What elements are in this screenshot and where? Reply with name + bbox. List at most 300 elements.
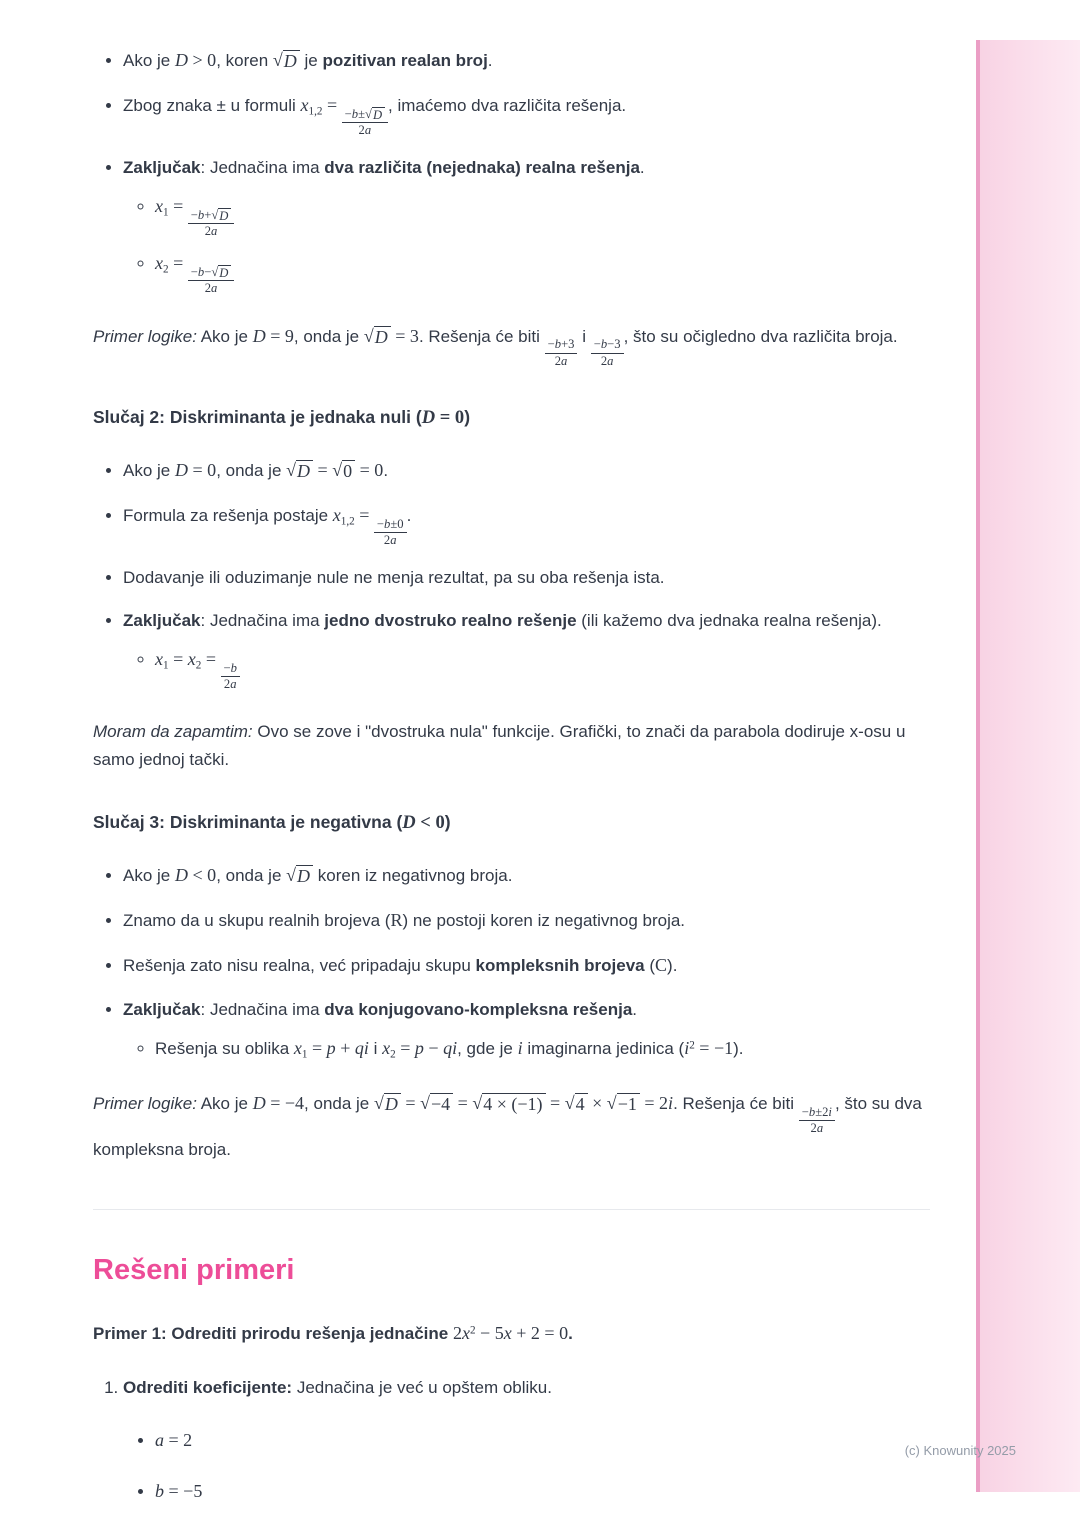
inline-math xyxy=(799,1093,835,1136)
math-symbol: − xyxy=(376,516,385,531)
inline-math xyxy=(655,955,667,975)
text: ). xyxy=(733,1038,744,1058)
math-variable: D xyxy=(283,51,297,71)
italic-label: Primer logike: xyxy=(93,326,197,346)
inline-math xyxy=(286,865,313,885)
inline-math xyxy=(273,50,300,70)
math-symbol: ± xyxy=(358,106,366,121)
sqrt-radical xyxy=(286,460,313,482)
radicand xyxy=(384,1093,401,1115)
bold-text: Slučaj 2: Diskriminanta je jednaka nuli ( xyxy=(93,407,422,428)
math-symbol: < 0 xyxy=(188,864,217,885)
sqrt-radical xyxy=(273,50,300,72)
subscripted-term xyxy=(382,1037,396,1061)
math-variable: b xyxy=(384,516,391,531)
math-symbol: + xyxy=(335,1037,355,1058)
radical-sign-icon: √ xyxy=(420,1092,430,1113)
inline-math xyxy=(155,252,234,296)
math-symbol: = xyxy=(168,252,188,273)
text: . Rešenja će biti xyxy=(418,326,545,346)
denominator xyxy=(356,123,375,138)
bold-text: Primer 1: Odrediti prirodu rešenja jednačine xyxy=(93,1324,453,1344)
inline-math xyxy=(422,407,464,428)
math-variable: D xyxy=(174,460,188,481)
math-variable: i xyxy=(668,1092,674,1113)
paragraph xyxy=(93,1089,930,1165)
math-variable: x xyxy=(332,504,341,525)
copyright-footer: (c) Knowunity 2025 xyxy=(904,1443,1016,1458)
math-symbol: − xyxy=(223,660,231,675)
text: Ako je xyxy=(123,51,175,70)
sub-list-item xyxy=(155,645,930,693)
math-symbol: 1 xyxy=(163,206,169,219)
list-item xyxy=(123,861,930,891)
text: , onda je xyxy=(216,461,287,481)
math-variable: D xyxy=(252,1092,266,1113)
inline-math xyxy=(364,326,419,346)
denominator xyxy=(808,1121,827,1136)
math-symbol: 2 xyxy=(452,1323,462,1344)
math-symbol: = 0 xyxy=(435,407,465,429)
numbered-list xyxy=(93,1374,930,1507)
inline-math xyxy=(545,326,578,368)
sub-list-item xyxy=(155,192,930,240)
italic-label: Primer logike: xyxy=(93,1093,197,1113)
numerator xyxy=(545,337,578,353)
list-item xyxy=(123,1374,930,1507)
text: ). xyxy=(667,955,678,975)
text: i xyxy=(577,326,591,346)
radicand xyxy=(296,460,313,482)
math-variable: p xyxy=(414,1037,424,1058)
text: ( xyxy=(644,955,656,975)
math-symbol: = −4 xyxy=(265,1092,305,1113)
math-symbol: − xyxy=(801,1104,809,1119)
math-variable: i xyxy=(517,1037,523,1058)
math-symbol: = −1 xyxy=(694,1037,734,1058)
text: ) ne postoji koren iz negativnog broja. xyxy=(402,910,686,930)
fraction xyxy=(342,107,388,139)
math-variable: x xyxy=(293,1037,302,1058)
math-variable: x xyxy=(155,252,163,273)
math-variable: q xyxy=(443,1037,453,1058)
text: je xyxy=(299,51,323,70)
math-symbol: = 3 xyxy=(390,325,419,346)
text: Formula za rešenja postaje xyxy=(123,505,333,525)
subscripted-term xyxy=(187,649,202,672)
sqrt-radical xyxy=(211,265,231,281)
inline-math xyxy=(155,1430,192,1450)
math-variable: D xyxy=(252,325,266,346)
math-variable: b xyxy=(197,207,205,222)
text: . Rešenja će biti xyxy=(673,1093,799,1113)
text: Znamo da u skupu realnih brojeva ( xyxy=(123,910,391,930)
inline-math xyxy=(293,1037,369,1061)
inline-math xyxy=(300,94,389,138)
inline-math xyxy=(402,812,444,833)
math-symbol: 4 xyxy=(575,1093,585,1114)
inline-math xyxy=(155,649,240,692)
radicand xyxy=(617,1093,640,1115)
radical-sign-icon: √ xyxy=(606,1092,617,1113)
math-variable: x xyxy=(155,649,163,670)
sub-list xyxy=(123,1426,930,1507)
inline-math xyxy=(253,1093,304,1113)
fraction xyxy=(221,661,240,693)
sqrt-radical xyxy=(364,326,391,348)
math-variable: a xyxy=(816,1121,824,1136)
superscripted-term xyxy=(684,1038,695,1058)
math-symbol: 2 xyxy=(204,224,212,239)
text: , imaćemo dva različita rešenja. xyxy=(388,95,627,115)
math-symbol: 2 xyxy=(163,263,169,276)
math-variable: b xyxy=(230,660,237,675)
radicand xyxy=(575,1093,588,1115)
math-symbol: C xyxy=(655,954,668,975)
math-symbol: 2 xyxy=(358,123,365,138)
subscripted-term xyxy=(155,649,169,672)
inline-math xyxy=(374,1093,673,1113)
math-symbol: = xyxy=(307,1037,327,1058)
list-item xyxy=(123,456,930,486)
math-variable: x xyxy=(300,94,309,115)
fraction xyxy=(188,208,235,240)
sqrt-radical xyxy=(374,1093,401,1115)
math-symbol: 2 xyxy=(810,1121,817,1136)
text: imaginarna jedinica ( xyxy=(522,1038,685,1058)
text: Ako je xyxy=(196,326,253,346)
math-symbol: 2 xyxy=(204,281,212,296)
bullet-list xyxy=(93,46,930,297)
inline-math xyxy=(155,1481,202,1501)
inline-math xyxy=(175,865,216,885)
math-variable: b xyxy=(808,1104,816,1119)
math-variable: D xyxy=(372,107,383,122)
text: : Jednačina ima xyxy=(200,157,325,177)
sub-list-item xyxy=(155,1034,930,1064)
text: , onda je xyxy=(304,1093,374,1113)
text: Rešenja su oblika xyxy=(155,1038,294,1058)
text: , što su očigledno dva različita broja. xyxy=(623,326,898,346)
radical-sign-icon: √ xyxy=(472,1092,483,1113)
math-symbol: = 0 xyxy=(355,460,384,481)
radical-sign-icon: √ xyxy=(374,1092,384,1113)
paragraph xyxy=(93,322,930,370)
bullet-list xyxy=(93,861,930,1064)
numerator xyxy=(591,337,624,353)
math-symbol: = −5 xyxy=(164,1481,203,1502)
subscripted-term xyxy=(155,195,169,219)
math-variable: a xyxy=(364,123,372,138)
math-variable: b xyxy=(351,106,359,121)
inline-math xyxy=(332,504,407,548)
radicand xyxy=(342,460,355,482)
inline-math xyxy=(390,910,402,930)
math-symbol: 2 xyxy=(223,677,231,692)
sub-list xyxy=(123,192,930,297)
math-variable: b xyxy=(600,337,608,352)
math-symbol: + xyxy=(204,207,212,222)
denominator xyxy=(221,677,240,692)
divider xyxy=(93,1209,930,1210)
fraction xyxy=(799,1105,835,1137)
denominator xyxy=(202,224,221,239)
math-symbol: 1,2 xyxy=(308,105,323,118)
text: . xyxy=(487,51,493,70)
text: Ovo se zove i "dvostruka nula" funkcije. Grafički, to znači da parabola dodiruje x-osu u samo jednoj tački. xyxy=(93,721,906,769)
text: Jednačina je već u opštem obliku. xyxy=(292,1378,552,1398)
radicand xyxy=(482,1093,545,1115)
math-variable: D xyxy=(174,864,188,885)
bold-text: jedno dvostruko realno rešenje xyxy=(324,610,577,630)
inline-math xyxy=(453,1323,568,1343)
math-variable: b xyxy=(197,264,205,279)
text: Rešeni primeri xyxy=(93,1253,295,1286)
math-variable: x xyxy=(155,195,163,216)
math-symbol: = xyxy=(400,1092,421,1113)
math-variable: b xyxy=(155,1481,165,1502)
fraction xyxy=(374,517,407,549)
bold-text: . xyxy=(568,1324,573,1344)
sub-list-item xyxy=(155,1426,930,1456)
math-symbol: − xyxy=(344,106,352,121)
math-symbol: × xyxy=(587,1092,607,1113)
numerator xyxy=(188,208,235,225)
bold-text: Slučaj 3: Diskriminanta je negativna ( xyxy=(93,812,403,833)
text: Dodavanje ili oduzimanje nule ne menja rezultat, pa su oba rešenja ista. xyxy=(123,567,665,587)
radicand xyxy=(218,265,231,281)
math-variable: x xyxy=(187,649,196,670)
text: Ako je xyxy=(196,1093,253,1113)
bold-text: Zaključak xyxy=(123,610,201,630)
numerator xyxy=(799,1105,835,1121)
sub-heading xyxy=(93,403,930,434)
text: Rešenja zato nisu realna, već pripadaju skupu xyxy=(123,955,476,975)
sub-list-item xyxy=(155,249,930,297)
radical-sign-icon: √ xyxy=(286,460,297,481)
sqrt-radical xyxy=(472,1093,545,1115)
text: (ili kažemo dva jednaka realna rešenja). xyxy=(576,610,882,630)
subscript xyxy=(309,105,323,117)
text: , koren xyxy=(216,51,273,70)
math-symbol: − xyxy=(204,264,212,279)
math-symbol: R xyxy=(390,909,403,930)
math-variable: a xyxy=(561,353,568,368)
text: , što su dva kompleksna broja. xyxy=(93,1093,922,1160)
inline-math xyxy=(286,460,383,480)
math-symbol: 2 xyxy=(195,659,202,672)
math-symbol: 1,2 xyxy=(340,515,355,528)
radical-sign-icon: √ xyxy=(332,460,343,481)
sqrt-radical xyxy=(211,208,231,224)
numerator xyxy=(221,661,240,677)
math-symbol: = 0 xyxy=(188,460,217,481)
paragraph xyxy=(93,718,930,774)
text: i xyxy=(368,1038,383,1058)
sqrt-radical xyxy=(565,1093,588,1115)
italic-label: Moram da zapamtim: xyxy=(93,721,253,741)
sqrt-radical xyxy=(420,1093,453,1115)
math-symbol: = 2 xyxy=(639,1092,669,1113)
math-symbol: 1 xyxy=(163,659,169,672)
bold-text: dva konjugovano-kompleksna rešenja xyxy=(324,999,633,1019)
radical-sign-icon: √ xyxy=(211,207,219,222)
math-symbol: 4 × (−1) xyxy=(483,1093,543,1114)
bold-text: kompleksnih brojeva xyxy=(475,955,645,975)
text: , gde je xyxy=(457,1038,518,1058)
radical-sign-icon: √ xyxy=(365,106,372,121)
math-symbol: − xyxy=(423,1037,444,1058)
inline-math xyxy=(382,1037,458,1061)
math-variable: a xyxy=(155,1430,165,1451)
list-item xyxy=(123,607,930,693)
radicand xyxy=(296,865,313,887)
fraction xyxy=(545,337,578,369)
numerator xyxy=(374,517,407,533)
radicand xyxy=(283,50,300,72)
sub-list-item xyxy=(155,1477,930,1507)
fraction xyxy=(188,265,235,297)
math-symbol: = xyxy=(453,1092,473,1113)
text: . xyxy=(639,157,645,177)
math-symbol: −3 xyxy=(607,337,621,352)
inline-math xyxy=(175,460,216,480)
numerator xyxy=(342,107,388,124)
radicand xyxy=(430,1093,453,1115)
math-variable: a xyxy=(390,533,397,548)
math-variable: p xyxy=(326,1037,336,1058)
radical-sign-icon: √ xyxy=(286,864,297,885)
math-variable: i xyxy=(828,1104,832,1119)
math-symbol: = xyxy=(395,1037,415,1058)
paragraph xyxy=(93,1319,930,1349)
math-variable: x xyxy=(503,1323,512,1344)
radicand xyxy=(374,326,391,348)
math-symbol: 1 xyxy=(301,1048,308,1061)
text: . xyxy=(406,505,412,525)
list-item xyxy=(123,996,930,1064)
section-title xyxy=(93,1252,930,1290)
math-symbol: = xyxy=(545,1092,565,1113)
superscripted-term xyxy=(462,1323,476,1343)
math-variable: a xyxy=(211,224,218,239)
math-variable: i xyxy=(684,1037,690,1058)
math-symbol: − xyxy=(593,337,601,352)
math-variable: a xyxy=(211,281,218,296)
radical-sign-icon: √ xyxy=(564,1092,575,1113)
sqrt-radical xyxy=(365,107,385,123)
radical-sign-icon: √ xyxy=(211,264,219,279)
text: . xyxy=(632,999,638,1019)
bold-text: Zaključak xyxy=(123,157,201,177)
math-symbol: ±2 xyxy=(815,1104,829,1119)
math-variable: D xyxy=(219,265,229,280)
denominator xyxy=(598,354,617,369)
math-symbol: 2 xyxy=(390,1048,396,1061)
math-variable: i xyxy=(363,1037,369,1058)
math-symbol: = xyxy=(168,195,188,216)
list-item xyxy=(123,154,930,297)
math-variable: D xyxy=(421,407,436,429)
math-variable: i xyxy=(452,1037,458,1058)
denominator xyxy=(202,281,221,296)
math-variable: D xyxy=(384,1093,398,1114)
bold-text: ) xyxy=(464,407,471,428)
math-symbol: = xyxy=(322,94,342,115)
math-symbol: = xyxy=(354,504,374,525)
sqrt-radical xyxy=(332,460,355,482)
math-variable: D xyxy=(297,461,311,482)
text: , onda je xyxy=(216,865,287,885)
text: Ako je xyxy=(123,865,175,885)
math-variable: x xyxy=(382,1037,391,1058)
math-symbol: < 0 xyxy=(415,812,445,834)
sqrt-radical xyxy=(607,1093,640,1115)
math-symbol: = 9 xyxy=(265,325,294,346)
bold-text: Odrediti koeficijente: xyxy=(123,1378,293,1398)
radical-sign-icon: √ xyxy=(363,325,374,346)
list-item xyxy=(123,46,930,76)
math-symbol: + 2 = 0 xyxy=(511,1323,569,1344)
text: Ako je xyxy=(123,461,175,481)
inline-math xyxy=(253,326,294,346)
denominator xyxy=(381,533,400,548)
math-symbol: = 2 xyxy=(164,1430,193,1451)
text: : Jednačina ima xyxy=(200,999,325,1019)
math-symbol: 2 xyxy=(469,1324,476,1337)
bold-text: dva različita (nejednaka) realna rešenja xyxy=(324,157,640,177)
math-variable: a xyxy=(607,353,614,368)
sqrt-radical xyxy=(286,865,313,887)
inline-math xyxy=(175,50,216,70)
math-variable: D xyxy=(219,208,229,223)
math-variable: q xyxy=(354,1037,364,1058)
math-symbol: − xyxy=(547,337,555,352)
subscripted-term xyxy=(332,504,355,528)
denominator xyxy=(552,354,571,369)
inline-math xyxy=(591,326,624,368)
math-symbol: −4 xyxy=(430,1093,451,1114)
math-variable: a xyxy=(230,677,237,692)
sub-heading xyxy=(93,808,930,839)
math-symbol: = xyxy=(201,649,221,670)
subscripted-term xyxy=(293,1037,308,1061)
list-item xyxy=(123,501,930,549)
subscripted-term xyxy=(155,252,169,276)
list-item xyxy=(123,564,930,592)
inline-math xyxy=(684,1038,733,1058)
subscript xyxy=(341,515,355,527)
bold-text: Zaključak xyxy=(123,999,201,1019)
list-item xyxy=(123,906,930,936)
math-variable: D xyxy=(402,812,416,834)
math-symbol: +3 xyxy=(561,337,575,352)
list-item xyxy=(123,91,930,139)
math-symbol: 0 xyxy=(343,461,353,482)
sub-list xyxy=(123,1034,930,1064)
math-symbol: 2 xyxy=(600,353,608,368)
text: : Jednačina ima xyxy=(200,610,325,630)
math-variable: b xyxy=(554,337,562,352)
radicand xyxy=(218,208,231,224)
text: . xyxy=(383,461,389,481)
numerator xyxy=(188,265,235,282)
fraction xyxy=(591,337,624,369)
math-symbol: 2 xyxy=(689,1039,695,1052)
math-variable: D xyxy=(297,865,311,886)
math-symbol: 2 xyxy=(554,353,562,368)
text: , onda je xyxy=(293,326,364,346)
